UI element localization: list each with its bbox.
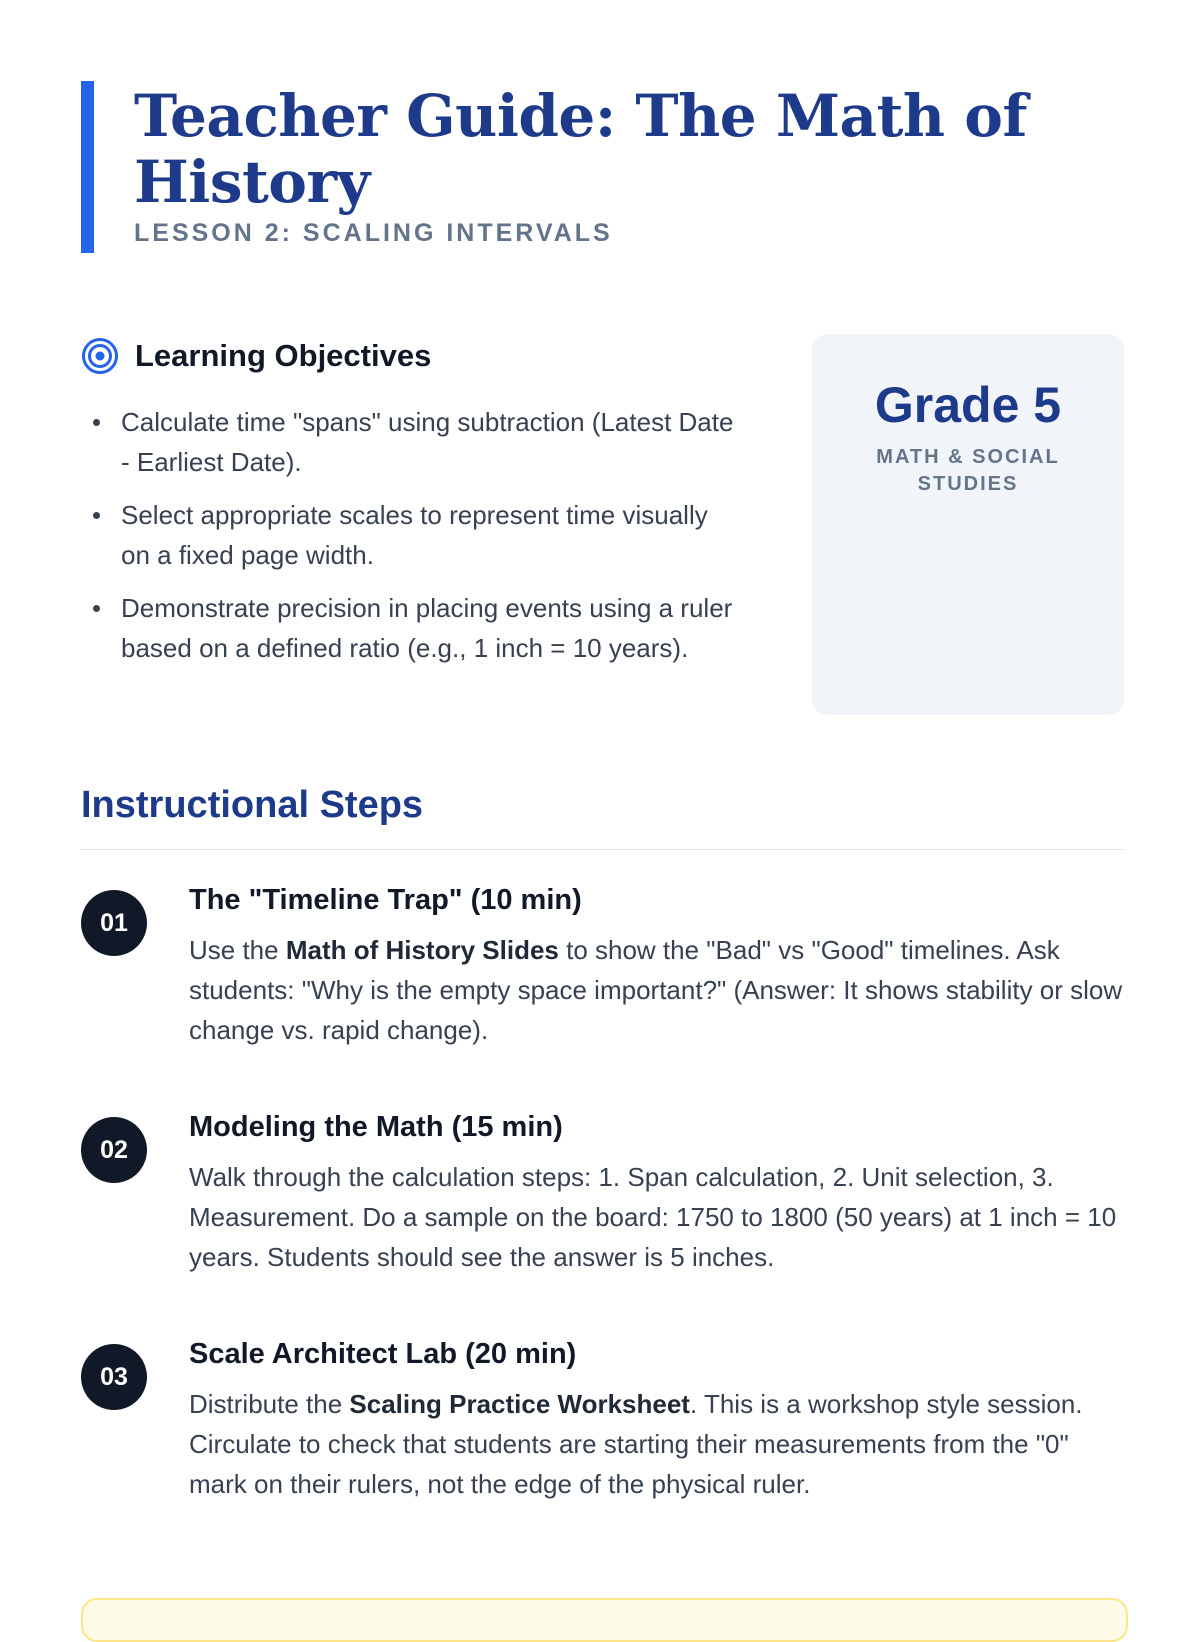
step-title: Scale Architect Lab (20 min) (189, 1338, 577, 1370)
grade-subject: MATH & SOCIAL STUDIES (876, 446, 1060, 495)
step-text-part: . This is a workshop style session. Circulate to check that students are starting their measurements from the "0" mark on their rulers, not the edge of the physical ruler. (189, 1389, 1083, 1499)
learning-objectives-section (81, 334, 741, 681)
step-number-badge: 01 (81, 890, 147, 956)
step-text-part: to show the "Bad" vs "Good" timelines. Ask students: "Why is the empty space important?" (Answer: It shows stability or slow change vs. rapid change). (189, 935, 1123, 1045)
objective-item: Select appropriate scales to represent time visually on a fixed page width. (81, 495, 741, 575)
step-content (189, 1334, 1124, 1504)
instructional-steps-heading: Instructional Steps (81, 784, 424, 826)
callout-box (81, 1598, 1128, 1642)
step-description (189, 930, 1124, 1050)
objectives-heading: Learning Objectives (135, 338, 432, 373)
step-description: Walk through the calculation steps: 1. Span calculation, 2. Unit selection, 3. Measurement. Do a sample on the board: 1750 to 1800 (50 years) at 1 inch = 10 years. Students should see the answer is 5 inches. (189, 1162, 1117, 1272)
step-number-badge: 03 (81, 1344, 147, 1410)
objective-item: Calculate time "spans" using subtraction (Latest Date - Earliest Date). (81, 402, 741, 482)
objective-item: Demonstrate precision in placing events using a ruler based on a defined ratio (e.g., 1 inch = 10 years). (81, 588, 741, 668)
objectives-header (81, 334, 741, 378)
section-divider (81, 849, 1124, 850)
step-text-part: Distribute the (189, 1389, 350, 1419)
teacher-guide-page (81, 0, 1121, 1600)
step-text-part: Use the (189, 935, 286, 965)
page-subtitle: LESSON 2: SCALING INTERVALS (134, 219, 613, 247)
step-number-badge: 02 (81, 1117, 147, 1183)
step-description (189, 1384, 1124, 1504)
step-content (189, 1107, 1124, 1277)
objectives-list (81, 402, 741, 668)
page-header (81, 81, 1121, 253)
step-resource-name: Scaling Practice Worksheet (349, 1389, 690, 1419)
target-icon (81, 337, 119, 375)
grade-level: Grade 5 (874, 377, 1062, 433)
step-title: Modeling the Math (15 min) (189, 1111, 563, 1143)
step-resource-name: Math of History Slides (285, 935, 559, 965)
step-title: The "Timeline Trap" (10 min) (189, 884, 582, 916)
step-content (189, 880, 1124, 1050)
page-title: Teacher Guide: The Math of History (134, 82, 1027, 216)
grade-card (812, 334, 1124, 715)
header-accent-bar (81, 81, 94, 253)
